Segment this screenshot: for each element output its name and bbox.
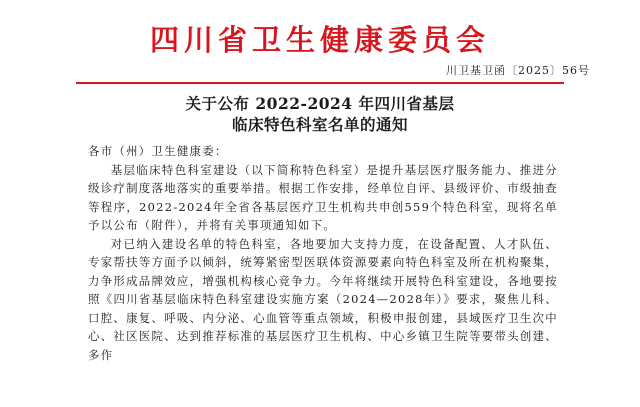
body-paragraph-1: 基层临床特色科室建设（以下简称特色科室）是提升基层医疗服务能力、推进分级诊疗制度落地落实的重要举措。根据工作安排，经单位自评、县级评价、市级抽查等程序，2022-2024年全省各基层医疗卫生机构共申创559个特色科室，现将名单予以公布（附件），并将有关事项通知如下。 (88, 162, 558, 232)
salutation: 各市（州）卫生健康委： (88, 144, 228, 158)
title-line-2: 临床特色科室名单的通知 (231, 115, 408, 134)
red-divider-line (76, 82, 564, 84)
document-body (88, 142, 558, 364)
title-line-1: 关于公布 2022-2024 年四川省基层 (185, 94, 455, 113)
document-title (0, 93, 640, 135)
issuer-header: 四川省卫生健康委员会 (149, 23, 490, 57)
body-paragraph-2: 对已纳入建设名单的特色科室，各地要加大支持力度，在设备配置、人才队伍、专家帮扶等方面予以倾斜，统筹紧密型医联体资源要素向特色科室及所在机构聚集，力争形成品牌效应，增强机构核心竞争力。今年将继续开展特色科室建设，各地要按照《四川省基层临床特色科室建设实施方案（2024—2028年）》要求，聚焦儿科、口腔、康复、呼吸、内分泌、心血管等重点领域，积极申报创建，县域医疗卫生次中心、社区医院、达到推荐标准的基层医疗卫生机构、中心乡镇卫生院等要带头创建、多作 (88, 236, 558, 362)
document-number: 川卫基卫函〔2025〕56号 (446, 64, 590, 77)
